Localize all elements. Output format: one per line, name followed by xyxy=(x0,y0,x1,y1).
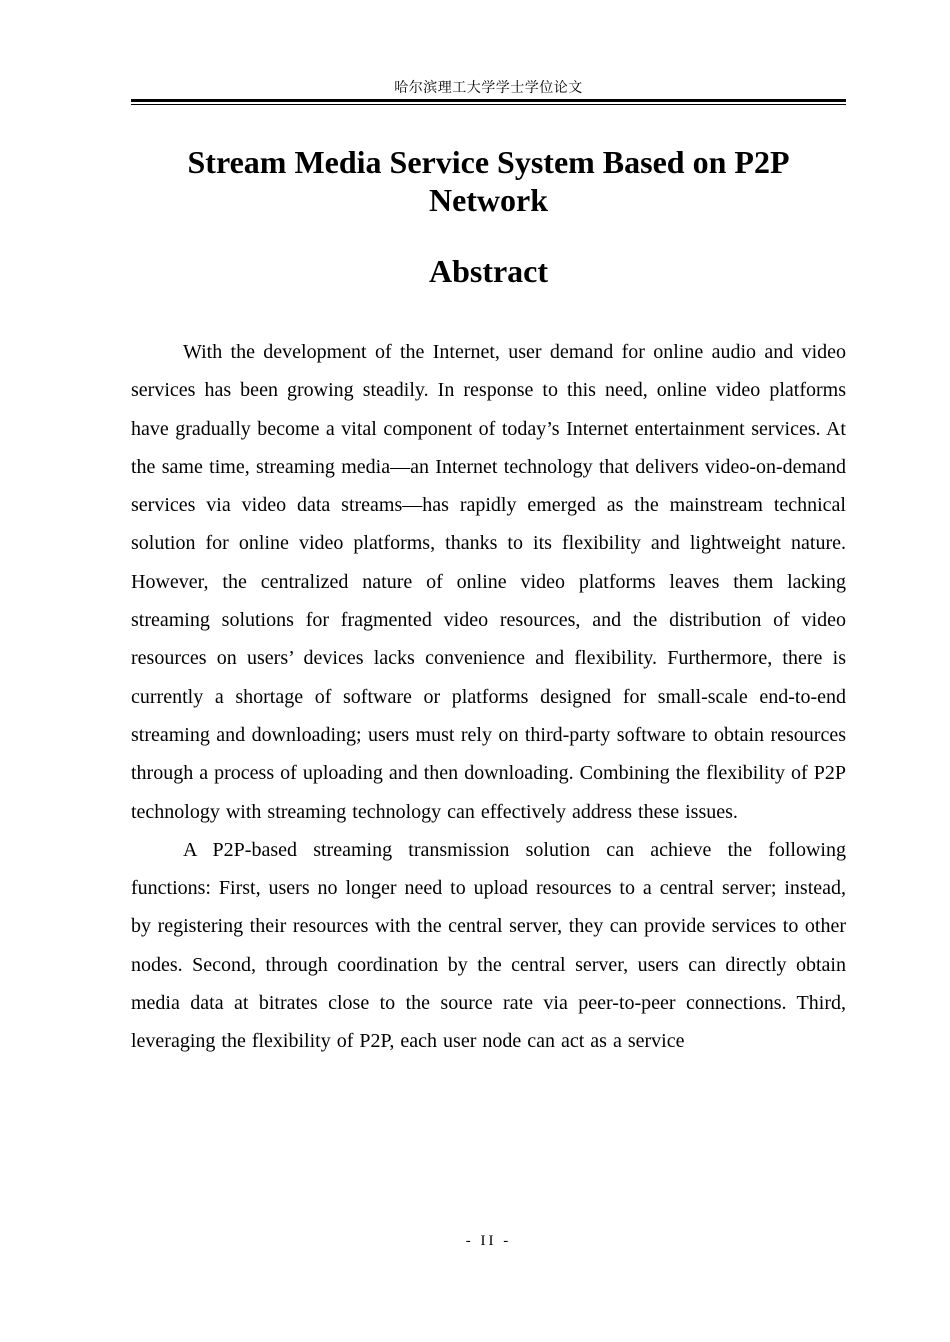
header-rule-thick xyxy=(131,99,846,102)
running-header: 哈尔滨理工大学学士学位论文 xyxy=(394,80,583,96)
abstract-heading: Abstract xyxy=(428,253,549,289)
abstract-paragraph-1: With the development of the Internet, user demand for online audio and video services has been growing steadily. In response to this need, online video platforms have gradually become a vital component of today’s Internet entertainment services. At the same time, streaming media—an Internet technology that delivers video-on-demand services via video data streams—has rapidly emerged as the mainstream technical solution for online video platforms, thanks to its flexibility and lightweight nature. However, the centralized nature of online video platforms leaves them lacking streaming solutions for fragmented video resources, and the distribution of video resources on users’ devices lacks convenience and flexibility. Furthermore, there is currently a shortage of software or platforms designed for small-scale end-to-end streaming and downloading; users must rely on third-party software to obtain resources through a process of uploading and then downloading. Combining the flexibility of P2P technology with streaming technology can effectively address these issues. xyxy=(131,341,846,823)
thesis-title: Stream Media Service System Based on P2P Network xyxy=(187,144,790,218)
abstract-body xyxy=(131,333,846,1061)
header-rule-thin xyxy=(131,104,846,105)
abstract-paragraph-2: A P2P-based streaming transmission solution can achieve the following functions: First, users no longer need to upload resources to a central server; instead, by registering their resources with the central server, they can provide services to other nodes. Second, through coordination by the central server, users can directly obtain media data at bitrates close to the source rate via peer-to-peer connections. Third, leveraging the flexibility of P2P, each user node can act as a service xyxy=(131,838,846,1053)
page-number: - II - xyxy=(465,1233,512,1249)
